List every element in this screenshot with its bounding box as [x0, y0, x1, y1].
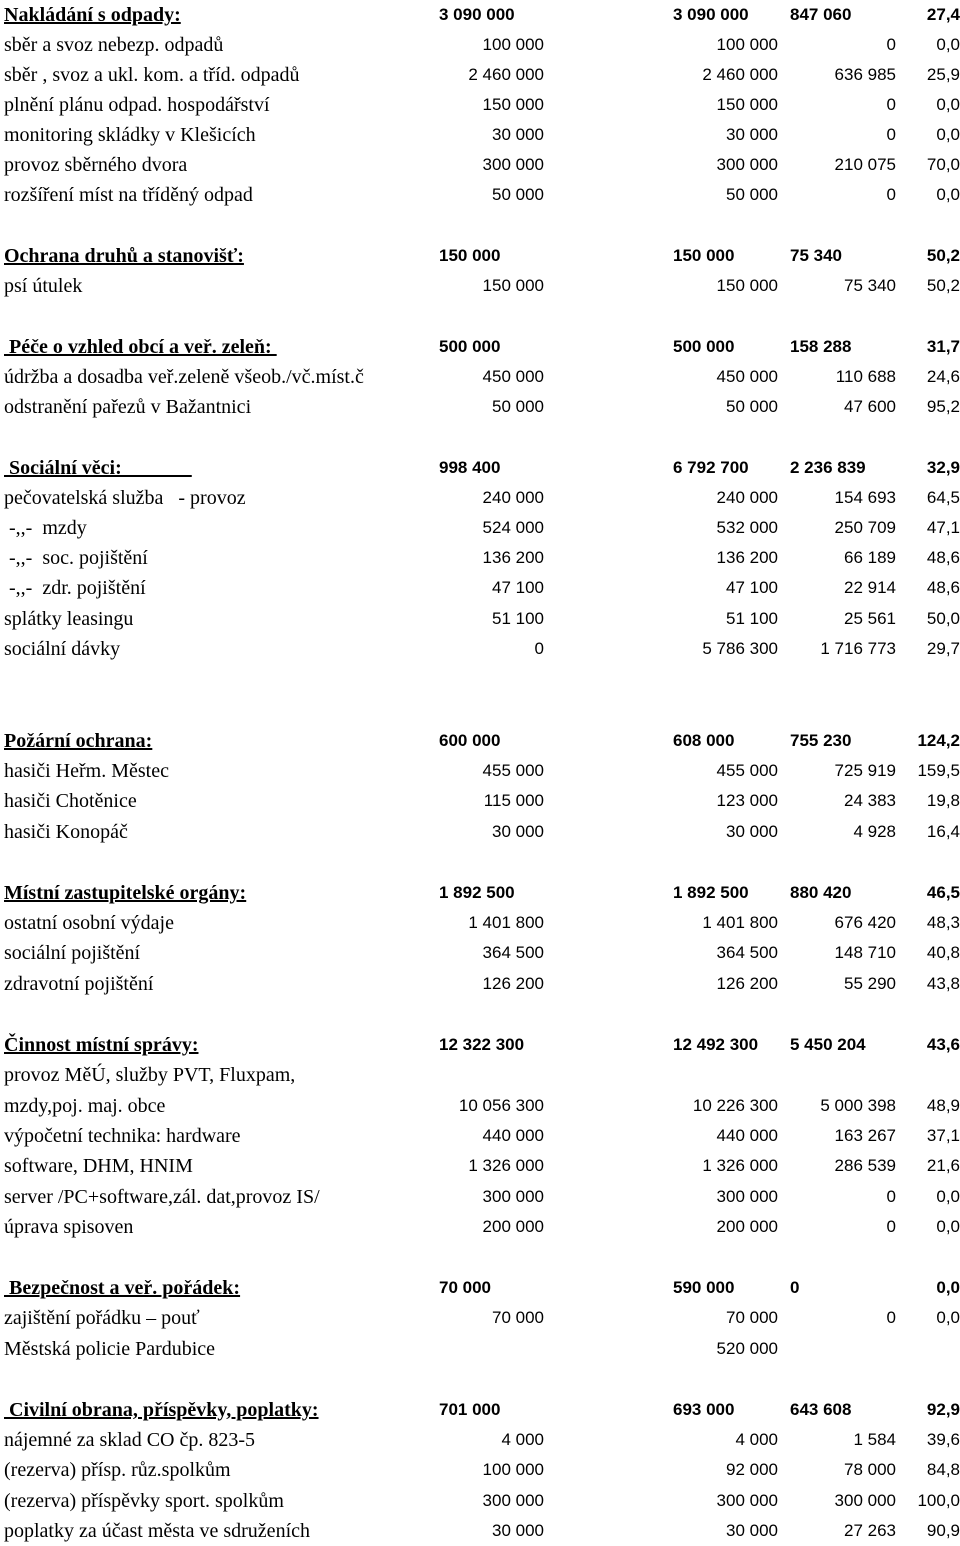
actual-spending: 55 290: [844, 974, 896, 993]
approved-budget: 300 000: [482, 155, 544, 174]
row-label: mzdy,poj. maj. obce: [4, 1095, 166, 1117]
approved-budget: 2 460 000: [468, 65, 544, 84]
approved-budget: 524 000: [482, 518, 544, 537]
adjusted-budget: 5 786 300: [702, 639, 778, 658]
adjusted-budget: 150 000: [673, 246, 735, 265]
percent-fulfilled: 40,8: [926, 943, 960, 962]
table-row: [0, 1212, 960, 1242]
row-label: Činnost místní správy:: [4, 1034, 199, 1056]
row-label: nájemné za sklad CO čp. 823-5: [4, 1429, 256, 1451]
adjusted-budget: 126 200: [716, 974, 778, 993]
row-label: údržba a dosadba veř.zeleně všeob./vč.míst.č: [4, 366, 364, 388]
table-row: [0, 817, 960, 847]
percent-fulfilled: 21,6: [926, 1156, 960, 1175]
table-row: [0, 150, 960, 180]
approved-budget: 0: [534, 639, 544, 658]
adjusted-budget: 500 000: [673, 337, 735, 356]
row-label: pečovatelská služba - provoz: [4, 487, 246, 509]
row-label: Civilní obrana, příspěvky, poplatky:: [4, 1399, 319, 1421]
row-label: -,,- zdr. pojištění: [4, 577, 146, 599]
adjusted-budget: 608 000: [673, 731, 735, 750]
row-label: plnění plánu odpad. hospodářství: [4, 94, 270, 116]
table-row: [0, 392, 960, 422]
approved-budget: 1 892 500: [439, 883, 515, 902]
percent-fulfilled: 124,2: [917, 731, 960, 750]
approved-budget: 4 000: [501, 1430, 544, 1449]
row-label: Nakládání s odpady:: [4, 4, 181, 26]
approved-budget: 136 200: [482, 548, 544, 567]
row-label: Ochrana druhů a stanovišť:: [4, 245, 244, 267]
approved-budget: 600 000: [439, 731, 501, 750]
row-label: software, DHM, HNIM: [4, 1155, 193, 1177]
row-label: odstranění pařezů v Bažantnici: [4, 396, 252, 418]
row-label: výpočetní technika: hardware: [4, 1125, 241, 1147]
table-row: [0, 1091, 960, 1121]
row-label: psí útulek: [4, 275, 83, 297]
table-row: [0, 513, 960, 543]
table-row: [0, 938, 960, 968]
actual-spending: 1 584: [853, 1430, 896, 1449]
adjusted-budget: 12 492 300: [673, 1035, 759, 1054]
table-row: [0, 969, 960, 999]
actual-spending: 47 600: [844, 397, 896, 416]
percent-fulfilled: 90,9: [926, 1521, 960, 1540]
percent-fulfilled: 19,8: [926, 791, 960, 810]
actual-spending: 643 608: [790, 1400, 852, 1419]
percent-fulfilled: 0,0: [936, 125, 960, 144]
table-row: [0, 1151, 960, 1181]
approved-budget: 450 000: [482, 367, 544, 386]
row-label: sběr , svoz a ukl. kom. a tříd. odpadů: [4, 64, 300, 86]
percent-fulfilled: 27,4: [926, 5, 960, 24]
percent-fulfilled: 0,0: [936, 1308, 960, 1327]
table-row: [0, 1455, 960, 1485]
adjusted-budget: 50 000: [726, 185, 778, 204]
approved-budget: 998 400: [439, 458, 501, 477]
actual-spending: 22 914: [844, 578, 896, 597]
row-label: Bezpečnost a veř. pořádek:: [4, 1277, 241, 1299]
approved-budget: 701 000: [439, 1400, 501, 1419]
percent-fulfilled: 0,0: [936, 1217, 960, 1236]
table-row: [0, 634, 960, 664]
row-label: ostatní osobní výdaje: [4, 912, 174, 934]
adjusted-budget: 3 090 000: [673, 5, 749, 24]
table-row: [0, 573, 960, 603]
actual-spending: 27 263: [844, 1521, 896, 1540]
row-label: Sociální věci:: [4, 457, 192, 479]
actual-spending: 75 340: [844, 276, 896, 295]
actual-spending: 110 688: [835, 367, 896, 386]
percent-fulfilled: 39,6: [926, 1430, 960, 1449]
actual-spending: 5 450 204: [790, 1035, 866, 1054]
percent-fulfilled: 0,0: [936, 95, 960, 114]
adjusted-budget: 364 500: [716, 943, 778, 962]
actual-spending: 0: [886, 1217, 896, 1236]
percent-fulfilled: 0,0: [936, 1278, 960, 1297]
percent-fulfilled: 29,7: [926, 639, 960, 658]
adjusted-budget: 532 000: [716, 518, 778, 537]
percent-fulfilled: 48,9: [926, 1096, 960, 1115]
actual-spending: 847 060: [790, 5, 852, 24]
percent-fulfilled: 48,6: [926, 578, 960, 597]
percent-fulfilled: 37,1: [926, 1126, 960, 1145]
percent-fulfilled: 43,6: [926, 1035, 960, 1054]
actual-spending: 25 561: [844, 609, 896, 628]
percent-fulfilled: 48,3: [926, 913, 960, 932]
percent-fulfilled: 24,6: [926, 367, 960, 386]
approved-budget: 200 000: [482, 1217, 544, 1236]
actual-spending: 880 420: [790, 883, 852, 902]
adjusted-budget: 300 000: [716, 155, 778, 174]
percent-fulfilled: 70,0: [926, 155, 960, 174]
table-row: [0, 271, 960, 301]
approved-budget: 50 000: [492, 397, 544, 416]
approved-budget: 126 200: [482, 974, 544, 993]
row-label: Péče o vzhled obcí a veř. zeleň:: [4, 336, 277, 358]
actual-spending: 250 709: [834, 518, 896, 537]
approved-budget: 30 000: [492, 1521, 544, 1540]
actual-spending: 0: [886, 1187, 896, 1206]
adjusted-budget: 240 000: [716, 488, 778, 507]
actual-spending: 2 236 839: [790, 458, 866, 477]
row-label: provoz sběrného dvora: [4, 154, 188, 176]
approved-budget: 70 000: [492, 1308, 544, 1327]
actual-spending: 66 189: [844, 548, 896, 567]
adjusted-budget: 1 892 500: [673, 883, 749, 902]
approved-budget: 3 090 000: [439, 5, 515, 24]
table-row: [0, 1516, 960, 1546]
adjusted-budget: 1 326 000: [702, 1156, 778, 1175]
percent-fulfilled: 32,9: [926, 458, 960, 477]
row-label: hasiči Heřm. Městec: [4, 760, 169, 782]
approved-budget: 300 000: [482, 1187, 544, 1206]
table-row: [0, 786, 960, 816]
percent-fulfilled: 50,2: [926, 276, 960, 295]
adjusted-budget: 150 000: [716, 95, 778, 114]
adjusted-budget: 150 000: [716, 276, 778, 295]
percent-fulfilled: 31,7: [926, 337, 960, 356]
row-label: Požární ochrana:: [4, 730, 153, 752]
percent-fulfilled: 47,1: [926, 518, 960, 537]
approved-budget: 150 000: [482, 95, 544, 114]
adjusted-budget: 10 226 300: [692, 1096, 778, 1115]
actual-spending: 5 000 398: [820, 1096, 896, 1115]
row-label: sociální pojištění: [4, 942, 141, 964]
approved-budget: 300 000: [482, 1491, 544, 1510]
actual-spending: 0: [790, 1278, 800, 1297]
row-label: Městská policie Pardubice: [4, 1338, 216, 1360]
actual-spending: 75 340: [790, 246, 842, 265]
section-header-row: [0, 453, 960, 483]
approved-budget: 51 100: [492, 609, 544, 628]
table-row: [0, 1121, 960, 1151]
section-header-row: [0, 0, 960, 30]
adjusted-budget: 47 100: [726, 578, 778, 597]
approved-budget: 12 322 300: [439, 1035, 525, 1054]
adjusted-budget: 590 000: [673, 1278, 735, 1297]
actual-spending: 158 288: [790, 337, 852, 356]
adjusted-budget: 440 000: [716, 1126, 778, 1145]
table-row: [0, 1425, 960, 1455]
actual-spending: 78 000: [844, 1460, 896, 1479]
table-row: [0, 756, 960, 786]
percent-fulfilled: 84,8: [926, 1460, 960, 1479]
percent-fulfilled: 0,0: [936, 35, 960, 54]
percent-fulfilled: 92,9: [926, 1400, 960, 1419]
actual-spending: 300 000: [834, 1491, 896, 1510]
approved-budget: 100 000: [482, 1460, 544, 1479]
approved-budget: 150 000: [439, 246, 501, 265]
adjusted-budget: 92 000: [726, 1460, 778, 1479]
adjusted-budget: 520 000: [716, 1339, 778, 1358]
row-label: (rezerva) přísp. růz.spolkům: [4, 1459, 231, 1481]
percent-fulfilled: 95,2: [926, 397, 960, 416]
section-header-row: [0, 332, 960, 362]
actual-spending: 286 539: [834, 1156, 896, 1175]
table-row: [0, 604, 960, 634]
actual-spending: 0: [886, 95, 896, 114]
percent-fulfilled: 159,5: [917, 761, 960, 780]
adjusted-budget: 1 401 800: [702, 913, 778, 932]
table-row: [0, 362, 960, 392]
actual-spending: 148 710: [834, 943, 896, 962]
row-label: -,,- mzdy: [4, 517, 87, 539]
actual-spending: 636 985: [834, 65, 896, 84]
percent-fulfilled: 25,9: [926, 65, 960, 84]
percent-fulfilled: 50,2: [926, 246, 960, 265]
section-header-row: [0, 1273, 960, 1303]
actual-spending: 0: [886, 35, 896, 54]
table-row: [0, 1486, 960, 1516]
section-header-row: [0, 726, 960, 756]
row-label: (rezerva) příspěvky sport. spolkům: [4, 1490, 284, 1512]
adjusted-budget: 70 000: [726, 1308, 778, 1327]
adjusted-budget: 200 000: [716, 1217, 778, 1236]
approved-budget: 364 500: [482, 943, 544, 962]
table-row: [0, 908, 960, 938]
row-label: hasiči Konopáč: [4, 821, 128, 843]
adjusted-budget: 4 000: [735, 1430, 778, 1449]
actual-spending: 24 383: [844, 791, 896, 810]
row-label: -,,- soc. pojištění: [4, 547, 148, 569]
adjusted-budget: 50 000: [726, 397, 778, 416]
approved-budget: 1 401 800: [468, 913, 544, 932]
table-row: [0, 1060, 960, 1090]
section-header-row: [0, 241, 960, 271]
adjusted-budget: 123 000: [716, 791, 778, 810]
adjusted-budget: 2 460 000: [702, 65, 778, 84]
table-row: [0, 90, 960, 120]
approved-budget: 30 000: [492, 822, 544, 841]
adjusted-budget: 455 000: [716, 761, 778, 780]
actual-spending: 725 919: [834, 761, 896, 780]
adjusted-budget: 300 000: [716, 1187, 778, 1206]
percent-fulfilled: 50,0: [926, 609, 960, 628]
percent-fulfilled: 43,8: [926, 974, 960, 993]
row-label: provoz MěÚ, služby PVT, Fluxpam,: [4, 1064, 296, 1086]
approved-budget: 47 100: [492, 578, 544, 597]
actual-spending: 1 716 773: [820, 639, 896, 658]
percent-fulfilled: 16,4: [926, 822, 960, 841]
approved-budget: 100 000: [482, 35, 544, 54]
row-label: rozšíření míst na tříděný odpad: [4, 184, 253, 206]
table-row: [0, 483, 960, 513]
row-label: poplatky za účast města ve sdruženích: [4, 1520, 310, 1542]
actual-spending: 0: [886, 125, 896, 144]
approved-budget: 10 056 300: [458, 1096, 544, 1115]
table-row: [0, 180, 960, 210]
approved-budget: 50 000: [492, 185, 544, 204]
approved-budget: 440 000: [482, 1126, 544, 1145]
adjusted-budget: 693 000: [673, 1400, 735, 1419]
approved-budget: 70 000: [439, 1278, 491, 1297]
approved-budget: 1 326 000: [468, 1156, 544, 1175]
actual-spending: 676 420: [834, 913, 896, 932]
adjusted-budget: 136 200: [716, 548, 778, 567]
adjusted-budget: 300 000: [716, 1491, 778, 1510]
row-label: zajištění pořádku – pouť: [4, 1307, 200, 1329]
table-row: [0, 1182, 960, 1212]
approved-budget: 455 000: [482, 761, 544, 780]
adjusted-budget: 30 000: [726, 1521, 778, 1540]
adjusted-budget: 6 792 700: [673, 458, 749, 477]
row-label: monitoring skládky v Klešicích: [4, 124, 256, 146]
adjusted-budget: 450 000: [716, 367, 778, 386]
adjusted-budget: 100 000: [716, 35, 778, 54]
table-row: [0, 1334, 960, 1364]
row-label: úprava spisoven: [4, 1216, 134, 1238]
row-label: splátky leasingu: [4, 608, 134, 630]
percent-fulfilled: 100,0: [917, 1491, 960, 1510]
row-label: sběr a svoz nebezp. odpadů: [4, 34, 224, 56]
actual-spending: 163 267: [834, 1126, 896, 1145]
table-row: [0, 60, 960, 90]
adjusted-budget: 51 100: [726, 609, 778, 628]
actual-spending: 154 693: [834, 488, 896, 507]
actual-spending: 0: [886, 185, 896, 204]
actual-spending: 755 230: [790, 731, 852, 750]
percent-fulfilled: 0,0: [936, 1187, 960, 1206]
percent-fulfilled: 48,6: [926, 548, 960, 567]
row-label: Místní zastupitelské orgány:: [4, 882, 247, 904]
actual-spending: 4 928: [853, 822, 896, 841]
section-header-row: [0, 1395, 960, 1425]
section-header-row: [0, 1030, 960, 1060]
row-label: zdravotní pojištění: [4, 973, 154, 995]
approved-budget: 240 000: [482, 488, 544, 507]
table-row: [0, 1303, 960, 1333]
approved-budget: 500 000: [439, 337, 501, 356]
table-row: [0, 120, 960, 150]
actual-spending: 210 075: [834, 155, 896, 174]
row-label: hasiči Chotěnice: [4, 790, 137, 812]
approved-budget: 115 000: [483, 791, 544, 810]
table-row: [0, 30, 960, 60]
percent-fulfilled: 64,5: [926, 488, 960, 507]
section-header-row: [0, 878, 960, 908]
percent-fulfilled: 46,5: [926, 883, 960, 902]
approved-budget: 150 000: [482, 276, 544, 295]
row-label: server /PC+software,zál. dat,provoz IS/: [4, 1186, 320, 1208]
table-row: [0, 543, 960, 573]
adjusted-budget: 30 000: [726, 125, 778, 144]
actual-spending: 0: [886, 1308, 896, 1327]
row-label: sociální dávky: [4, 638, 121, 660]
percent-fulfilled: 0,0: [936, 185, 960, 204]
adjusted-budget: 30 000: [726, 822, 778, 841]
approved-budget: 30 000: [492, 125, 544, 144]
